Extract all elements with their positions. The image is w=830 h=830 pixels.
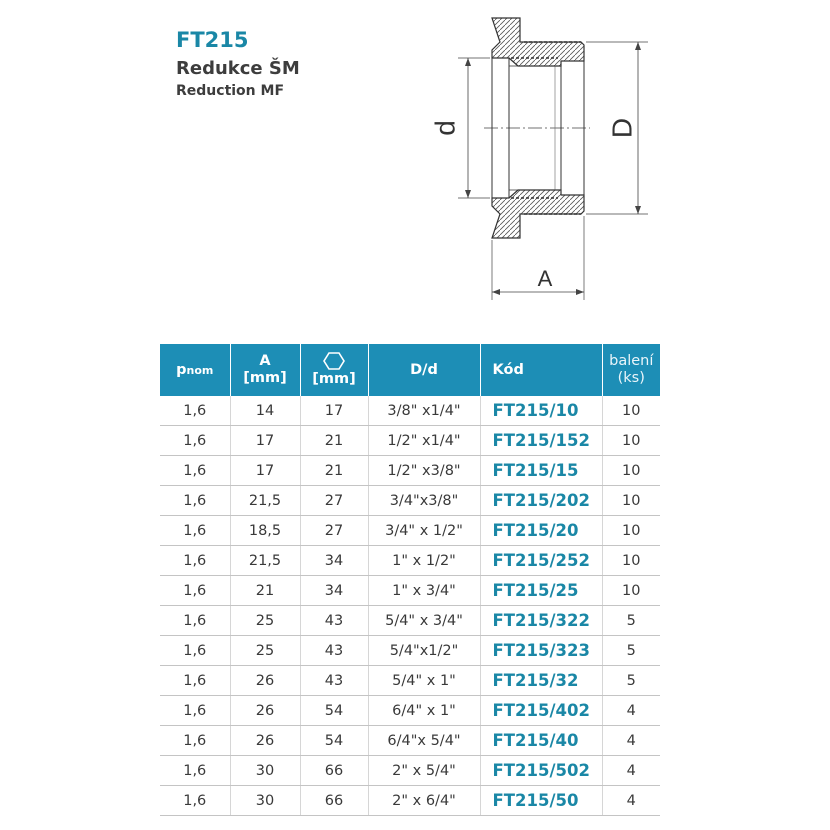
cell-a: 26 <box>230 696 300 726</box>
cell-pnom: 1,6 <box>160 546 230 576</box>
cell-baleni: 5 <box>602 666 660 696</box>
cell-kod: FT215/32 <box>480 666 602 696</box>
spec-table <box>160 344 660 816</box>
cell-dd: 3/8" x1/4" <box>368 396 480 426</box>
cell-kod: FT215/152 <box>480 426 602 456</box>
table-row <box>160 666 660 696</box>
cell-a: 21,5 <box>230 546 300 576</box>
cell-baleni: 4 <box>602 696 660 726</box>
table-row <box>160 576 660 606</box>
col-hex-unit: [mm] <box>312 371 356 387</box>
cell-hex: 17 <box>300 396 368 426</box>
cell-hex: 66 <box>300 786 368 816</box>
technical-drawing <box>0 0 830 330</box>
cell-a: 21 <box>230 576 300 606</box>
table-row <box>160 636 660 666</box>
cell-dd: 1" x 1/2" <box>368 546 480 576</box>
col-baleni <box>602 344 660 396</box>
table-row <box>160 726 660 756</box>
product-name-en: Reduction MF <box>176 83 285 99</box>
cell-pnom: 1,6 <box>160 396 230 426</box>
cell-dd: 6/4"x 5/4" <box>368 726 480 756</box>
cell-dd: 5/4"x1/2" <box>368 636 480 666</box>
cell-dd: 2" x 5/4" <box>368 756 480 786</box>
table-row <box>160 756 660 786</box>
cell-dd: 1/2" x1/4" <box>368 426 480 456</box>
cell-hex: 27 <box>300 516 368 546</box>
cell-pnom: 1,6 <box>160 516 230 546</box>
cell-baleni: 10 <box>602 576 660 606</box>
col-baleni-line2: (ks) <box>617 370 645 386</box>
col-a-line1: A <box>259 353 271 369</box>
cell-a: 14 <box>230 396 300 426</box>
cell-dd: 5/4" x 1" <box>368 666 480 696</box>
cell-baleni: 10 <box>602 456 660 486</box>
col-baleni-line1: balení <box>609 353 654 369</box>
cell-dd: 5/4" x 3/4" <box>368 606 480 636</box>
table-row <box>160 396 660 426</box>
col-a <box>230 344 300 396</box>
cell-pnom: 1,6 <box>160 576 230 606</box>
cell-pnom: 1,6 <box>160 606 230 636</box>
hexagon-icon <box>323 352 345 370</box>
cell-baleni: 5 <box>602 636 660 666</box>
cell-a: 25 <box>230 606 300 636</box>
col-a-line2: [mm] <box>243 370 287 386</box>
cell-dd: 6/4" x 1" <box>368 696 480 726</box>
cell-baleni: 10 <box>602 546 660 576</box>
cell-kod: FT215/323 <box>480 636 602 666</box>
cell-a: 17 <box>230 426 300 456</box>
col-hex <box>300 344 368 396</box>
table-row <box>160 606 660 636</box>
table-row <box>160 696 660 726</box>
cell-pnom: 1,6 <box>160 666 230 696</box>
cell-a: 25 <box>230 636 300 666</box>
table-row <box>160 786 660 816</box>
cell-hex: 43 <box>300 636 368 666</box>
cell-baleni: 10 <box>602 516 660 546</box>
cell-pnom: 1,6 <box>160 486 230 516</box>
table-row <box>160 516 660 546</box>
dimension-A-label: A <box>537 266 553 291</box>
cell-hex: 27 <box>300 486 368 516</box>
product-name-cz: Redukce ŠM <box>176 58 300 79</box>
cell-dd: 3/4" x 1/2" <box>368 516 480 546</box>
table-row <box>160 486 660 516</box>
cell-pnom: 1,6 <box>160 636 230 666</box>
cell-baleni: 5 <box>602 606 660 636</box>
cell-hex: 43 <box>300 666 368 696</box>
cell-a: 30 <box>230 786 300 816</box>
cell-baleni: 4 <box>602 726 660 756</box>
cell-pnom: 1,6 <box>160 456 230 486</box>
cell-a: 21,5 <box>230 486 300 516</box>
dimension-d-label: d <box>429 120 461 136</box>
cell-a: 26 <box>230 666 300 696</box>
table-row <box>160 426 660 456</box>
cell-a: 18,5 <box>230 516 300 546</box>
col-dd: D/d <box>368 344 480 396</box>
cell-kod: FT215/40 <box>480 726 602 756</box>
cell-a: 26 <box>230 726 300 756</box>
cell-pnom: 1,6 <box>160 696 230 726</box>
cell-baleni: 4 <box>602 756 660 786</box>
cell-hex: 54 <box>300 726 368 756</box>
cell-dd: 3/4"x3/8" <box>368 486 480 516</box>
cell-kod: FT215/10 <box>480 396 602 426</box>
table-row <box>160 456 660 486</box>
cell-kod: FT215/20 <box>480 516 602 546</box>
cell-dd: 1/2" x3/8" <box>368 456 480 486</box>
cell-dd: 2" x 6/4" <box>368 786 480 816</box>
table-header-row <box>160 344 660 396</box>
cell-pnom: 1,6 <box>160 786 230 816</box>
cell-a: 30 <box>230 756 300 786</box>
cell-hex: 21 <box>300 426 368 456</box>
cell-dd: 1" x 3/4" <box>368 576 480 606</box>
pnom-main: p <box>176 361 187 378</box>
cell-hex: 66 <box>300 756 368 786</box>
cell-hex: 54 <box>300 696 368 726</box>
cell-hex: 34 <box>300 546 368 576</box>
col-pnom <box>160 344 230 396</box>
cell-kod: FT215/50 <box>480 786 602 816</box>
product-code: FT215 <box>176 28 249 52</box>
cell-baleni: 10 <box>602 486 660 516</box>
cell-kod: FT215/252 <box>480 546 602 576</box>
cell-kod: FT215/402 <box>480 696 602 726</box>
cell-baleni: 10 <box>602 396 660 426</box>
pnom-sub: nom <box>186 363 214 377</box>
cell-pnom: 1,6 <box>160 756 230 786</box>
table-row <box>160 546 660 576</box>
cell-kod: FT215/202 <box>480 486 602 516</box>
cell-kod: FT215/322 <box>480 606 602 636</box>
cell-pnom: 1,6 <box>160 726 230 756</box>
cell-a: 17 <box>230 456 300 486</box>
cell-hex: 43 <box>300 606 368 636</box>
cell-hex: 34 <box>300 576 368 606</box>
cell-kod: FT215/25 <box>480 576 602 606</box>
col-kod: Kód <box>480 344 602 396</box>
cell-kod: FT215/502 <box>480 756 602 786</box>
cell-pnom: 1,6 <box>160 426 230 456</box>
cell-baleni: 10 <box>602 426 660 456</box>
cell-kod: FT215/15 <box>480 456 602 486</box>
cell-baleni: 4 <box>602 786 660 816</box>
dimension-D-label: D <box>606 117 638 139</box>
cell-hex: 21 <box>300 456 368 486</box>
